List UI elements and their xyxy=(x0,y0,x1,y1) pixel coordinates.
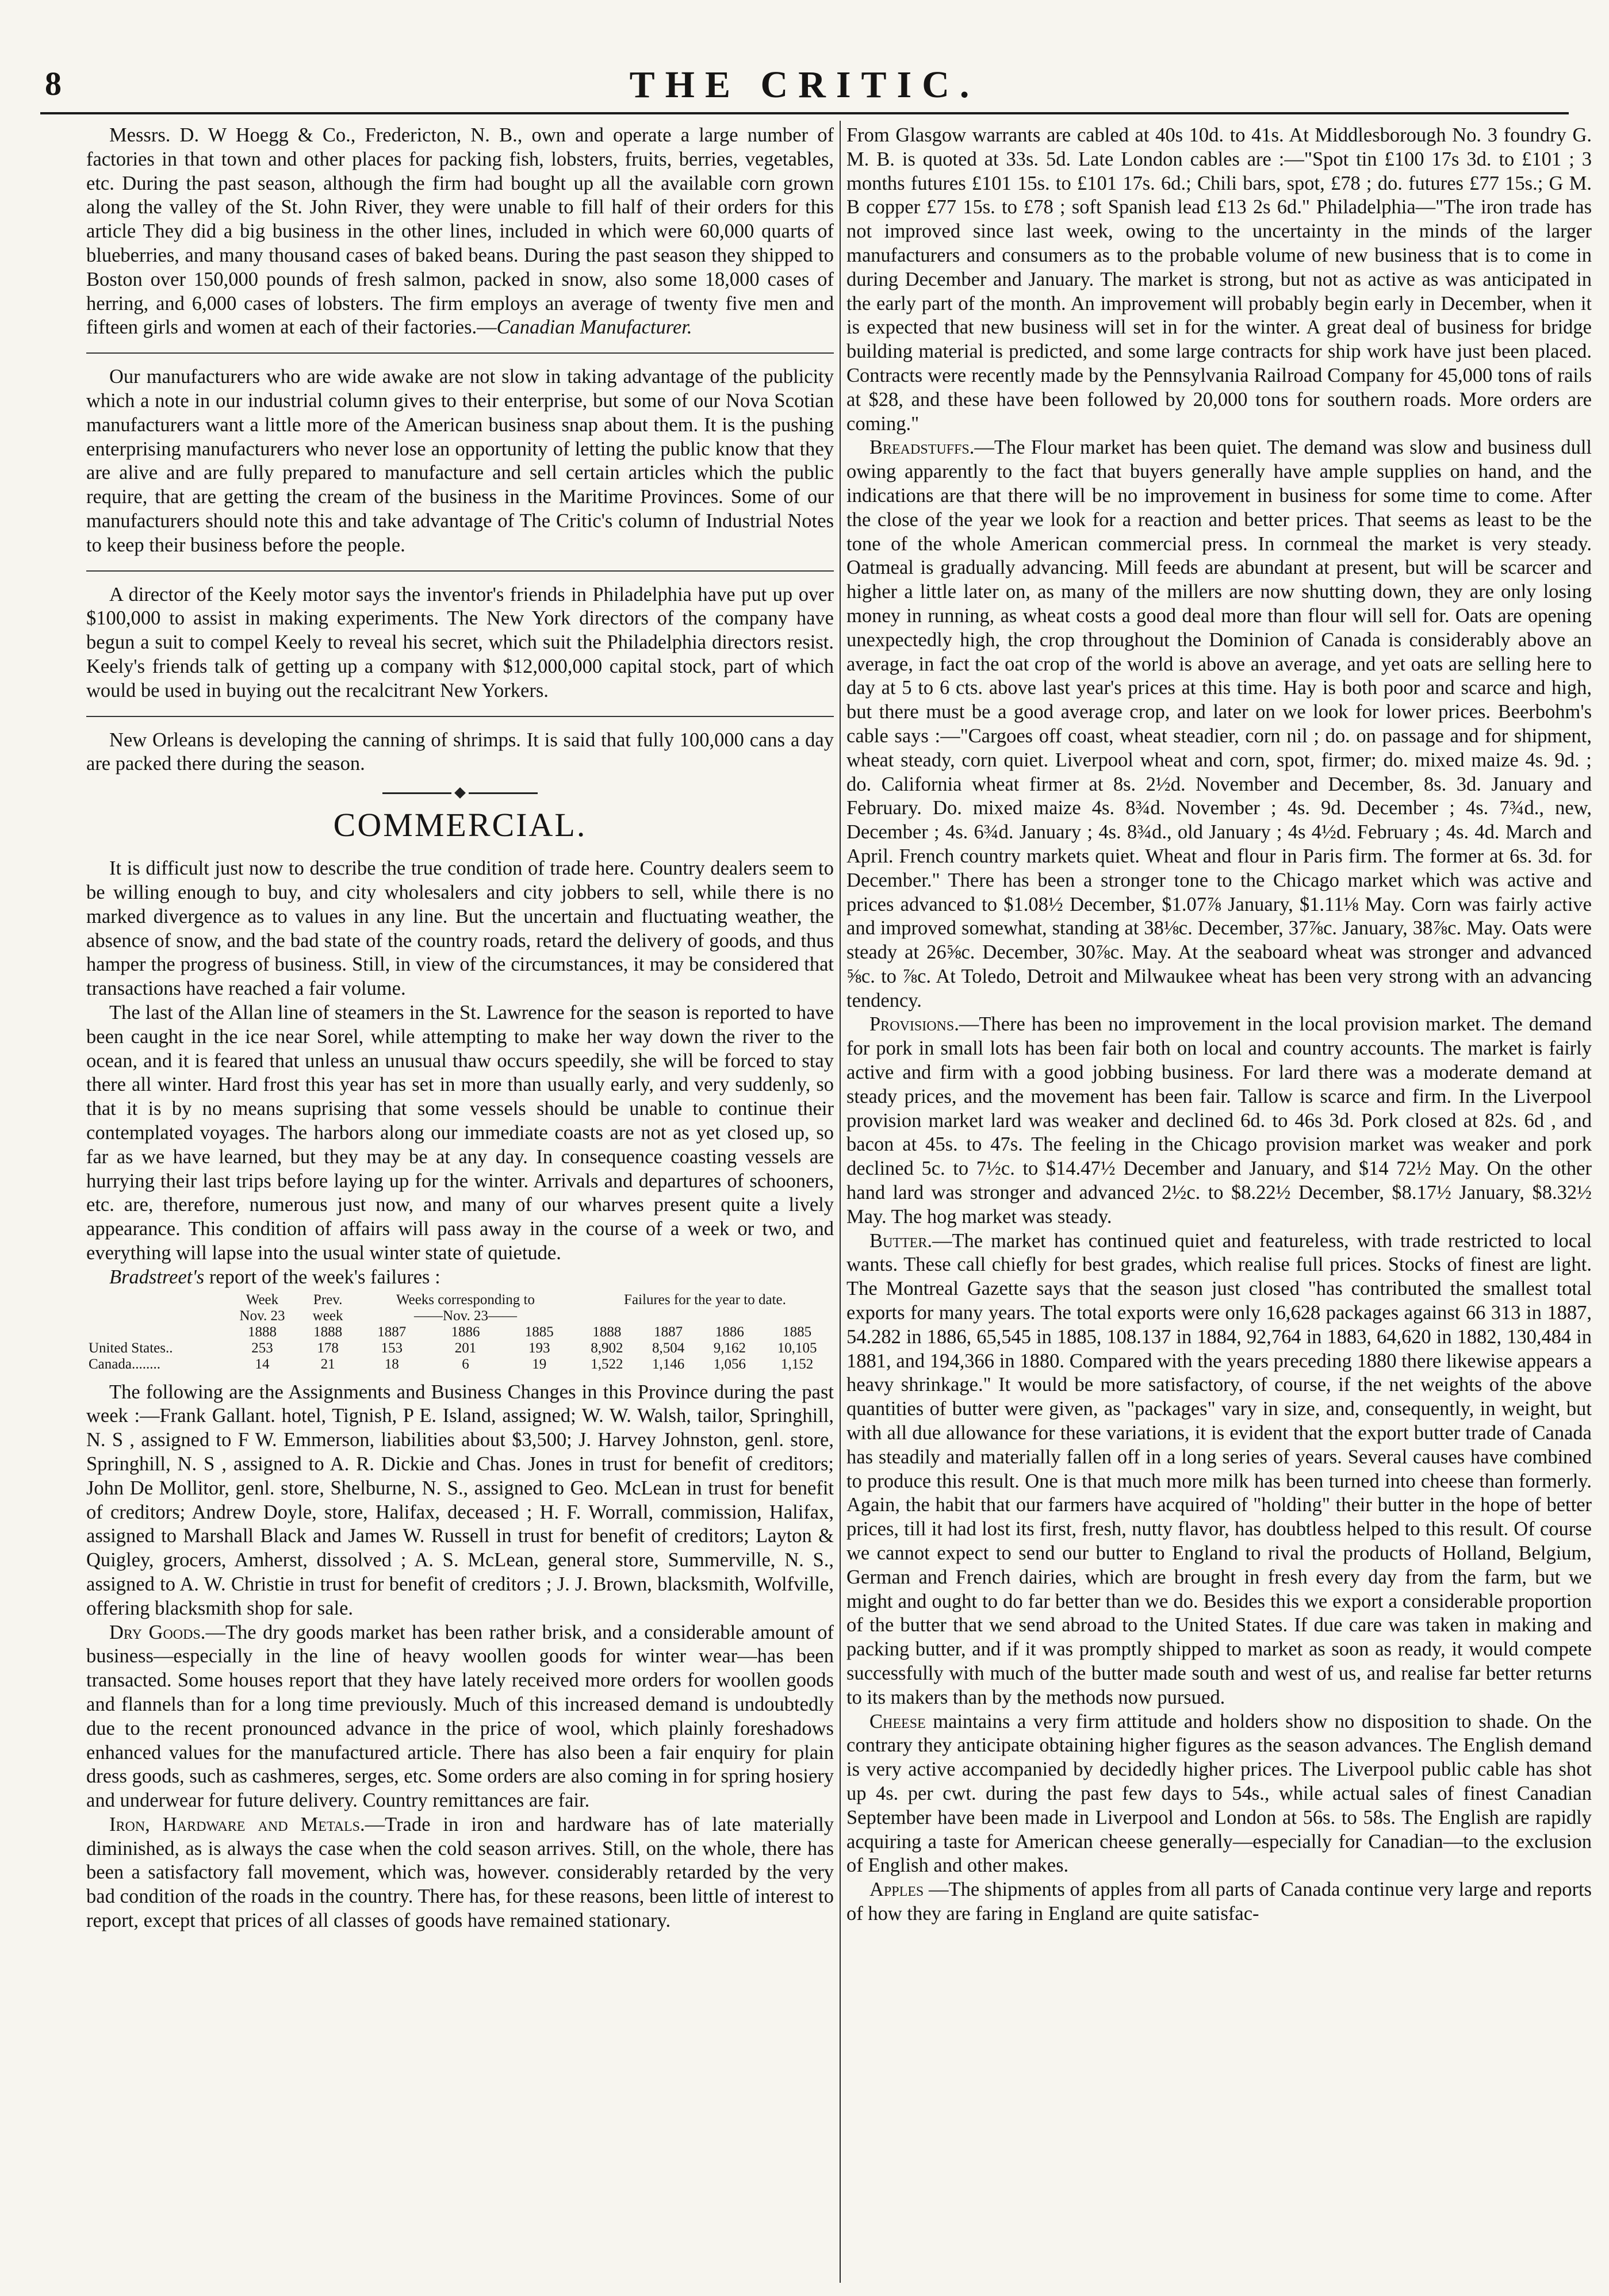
failures-table xyxy=(86,1292,834,1373)
table-row: Canada........ 14 21 18 6 19 1,522 1,146 1,056 1,152 xyxy=(89,1356,814,1372)
bradstreet-intro: Bradstreet's report of the week's failures : xyxy=(109,1266,440,1288)
article-assignments: The following are the Assignments and Business Changes in this Province during the past week :—Frank Gallant. hotel, Tignish, P E. Island, assigned; W. W. Walsh, tailor, Springhill, N. S , assigned to F W. Emmerson, liabilities about $3,500; J. Harvey Johnston, genl. store, Springhill, N. S , assigned to A. R. Dickie and Chas. Jones in trust for benefit of creditors; John De Mollitor, genl. store, Shelburne, N. S., assigned to Geo. McLean in trust for benefit of creditors; Andrew Doyle, store, Halifax, deceased ; H. F. Worrall, commission, Halifax, assigned to Marshall Black and James W. Russell in trust for benefit of creditors; Layton & Quigley, grocers, Amherst, dissolved ; A. S. McLean, general store, Summerville, N. S., assigned to A. W. Christie in trust for benefit of creditors ; J. J. Brown, blacksmith, Wolfville, offering blacksmith shop for sale. xyxy=(86,1381,834,1619)
article-iron-hardware: Iron, Hardware and Metals.—Trade in iron and hardware has of late materially diminished, as is always the case when the cold season arrives. Still, on the whole, there has been a satisfactory fall movement, which was, however. considerably retarded by the very bad condition of the roads in the country. There has, for these reasons, been little of interest to report, except that prices of all classes of goods have remained stationary. xyxy=(86,1813,834,1932)
column-divider xyxy=(840,121,841,2283)
journal-title: THE CRITIC. xyxy=(629,64,980,106)
page-header xyxy=(40,58,1569,109)
article-keely: A director of the Keely motor says the inventor's friends in Philadelphia have put up over $100,000 to assist in making experiments. The New York directors of the company have begun a suit to compel Keely to reveal his secret, which suit the Philadelphia directors resist. Keely's friends talk of getting up a company with $12,000,000 capital stock, part of which would be used in buying out the recalcitrant New Yorkers. xyxy=(86,583,834,702)
article-butter: Butter.—The market has continued quiet and featureless, with trade restricted to local wants. These call chiefly for best grades, which realise full prices. Stocks of finest are light. The Montreal Gazette says that the season just closed "has contributed the smallest total exports for many years. The total exports were only 16,628 packages against 66 313 in 1887, 54.282 in 1886, 65,545 in 1885, 108.137 in 1884, 92,764 in 1883, 64,620 in 1882, 130,484 in 1881, and 194,366 in 1880. Compared with the years preceding 1880 there likewise appears a heavy shrinkage." It would be more satisfactory, of course, if the net weights of the above quantities of butter were given, as "packages" vary in size, and, consequently, in weight, but with all due allowance for these variations, it is evident that the export butter trade of Canada has steadily and materially fallen off in a long series of years. Several causes have combined to produce this result. One is that much more milk has been turned into cheese than formerly. Again, the habit that our farmers have acquired of "holding" their butter in the hope of better prices, till it had lost its first, fresh, nutty flavor, has doubtless helped to this result. Of course we cannot expect to send our butter to England to rival the products of Holland, Belgium, German and French dairies, which are brought in fresh every day from the farm, but we might and ought to do far better than we do. Besides this we export a considerable proportion of the butter that we send abroad to the United States. If due care was taken in making and packing butter, and if it was promptly shipped to market as soon as ready, it would compete successfully with much of the butter made south and west of us, and realise far better returns to its makers than by the methods now pursued. xyxy=(846,1229,1592,1708)
article-manufacturers: Our manufacturers who are wide awake are not slow in taking advantage of the publicity which a note in our industrial column gives to their enterprise, but some of our Nova Scotian manufacturers want a little more of the American business snap about them. It is the pushing enterprising manufacturers who never lose an opportunity of letting the public know that they are alive and are fully prepared to manufacture and sell certain articles which the public require, that are getting the cream of the business in the Maritime Provinces. Some of our manufacturers should note this and take advantage of The Critic's column of Industrial Notes to keep their business before the people. xyxy=(86,366,834,556)
commercial-intro: It is difficult just now to describe the true condition of trade here. Country dealers seem to be willing enough to buy, and city wholesalers and city jobbers to sell, while there is no marked divergence as to values in any line. But the uncertain and fluctuating weather, the absence of snow, and the bad state of the country roads, retard the delivery of goods, and thus hamper the progress of business. Still, in view of the circumstances, it may be considered that transactions have reached a fair volume. xyxy=(86,857,834,1000)
header-rule xyxy=(40,112,1569,114)
article-allan-line: The last of the Allan line of steamers in the St. Lawrence for the season is reported to have been caught in the ice near Sorel, while attempting to make her way down the river to the ocean, and it is feared that unless an unusual thaw occurs speedily, she will be forced to stay there all winter. Hard frost this year has set in more than usually early, and very suddenly, so that it is by no means suprising that some vessels should be unable to continue their contemplated voyages. The harbors along our immediate coasts are not as yet closed up, so far as we have learned, but they may be at any day. In consequence coasting vessels are hurrying their last trips before laying up for the winter. Arrivals and departures of schooners, etc. are, therefore, numerous just now, and many of our wharves present quite a lively appearance. This condition of affairs will pass away in the course of a week or two, and everything will lapse into the usual winter state of quietude. xyxy=(86,1001,834,1264)
article-dry-goods: Dry Goods.—The dry goods market has been rather brisk, and a considerable amount of business—especially in the line of heavy woollen goods for winter wear—has been transacted. Some houses report that they have lately received more orders for woollen goods and flannels than for a long time previously. Much of this increased demand is undoubtedly due to the recent pronounced advance in the price of wool, which plainly foreshadows enhanced values for the manufactured article. There has also been a fair enquiry for plain dress goods, such as cashmeres, serges, etc. Some orders are also coming in for spring hosiery and underwear for future delivery. Country remittances are fair. xyxy=(86,1621,834,1812)
article-separator xyxy=(86,716,834,717)
article-cheese: Cheese maintains a very firm attitude and holders show no disposition to shade. On the contrary they anticipate obtaining higher figures as the season advances. The English demand is very active accompanied by decidedly higher prices. The Liverpool public cable has shot up 4s. per cwt. during the past few days to 54s., while actual sales of finest Canadian September have been made in Liverpool and London at 56s. to 58s. The English are rapidly acquiring a taste for American cheese generally—especially for Canadian—to the exclusion of English and other makes. xyxy=(846,1710,1592,1877)
left-column xyxy=(86,124,834,2274)
article-separator xyxy=(86,570,834,572)
article-breadstuffs: Breadstuffs.—The Flour market has been quiet. The demand was slow and business dull owing apparently to the fact that buyers generally have ample supplies on hand, and the indications are that there will be no improvement in business for some time to come. After the close of the year we look for a reaction and better prices. That seems as least to be the tone of the whole American commercial press. In cornmeal the market is very steady. Oatmeal is gradually advancing. Mill feeds are abundant at present, but will be scarcer and higher a little later on, as many of the millers are now shutting down, they are only losing money in running, as wheat costs a good deal more than flour will sell for. Oats are opening unexpectedly high, the crop throughout the Dominion of Canada is considerably above an average, in fact the oat crop of the world is above an average, and yet oats are selling here to day at 5 to 6 cts. above last year's prices at this time. Hay is both poor and scarce and high, but there must be a good average crop, and later on we look for lower prices. Beerbohm's cable says :—"Cargoes off coast, wheat steadier, corn nil ; do. on passage and for shipment, wheat steady, corn quiet. Liverpool wheat and corn, spot, firmer; do. mixed maize 4s. 9d. ; do. California wheat firmer at 8s. 2½d. November and December, 8s. 3d. January and February. Do. mixed maize 4s. 8¾d. November ; 4s. 9d. December ; 4s. 7¾d., new, December ; 4s. 6¾d. January ; 4s. 8¾d., old January ; 4s 4½d. February ; 4s. 4d. March and April. French country markets quiet. Wheat and flour in Paris firm. The former at 6s. 3d. for December." There has been a stronger tone to the Chicago market which was active and prices advanced to $1.08½ December, $1.07⅞ January, $1.11⅛ May. Corn was fairly active and improved somewhat, standing at 38⅛c. December, 37⅞c. January, 38⅞c. May. Oats were steady at 26⅝c. December, 30⅞c. May. At the seaboard wheat was stronger and advanced ⅝c. to ⅞c. At Toledo, Detroit and Milwaukee wheat has been very strong with an advancing tendency. xyxy=(846,436,1592,1011)
article-provisions: Provisions.—There has been no improvement in the local provision market. The demand for pork in small lots has been fair both on local and country accounts. The market is fairly active and firm with a good jobbing business. For lard there was a moderate demand at steady prices, and the movement has been fair. Tallow is scarce and firm. In the Liverpool provision market lard was weaker and declined 6d. to 46s 3d. Pork closed at 82s. 6d , and bacon at 45s. to 47s. The feeling in the Chicago provision market was weaker and pork declined 5c. to 7½c. to $14.47½ December and January, and $14 72½ May. On the other hand lard was stronger and advanced 2½c. to $8.22½ December, $8.17½ January, $8.32½ May. The hog market was steady. xyxy=(846,1013,1592,1228)
article-separator xyxy=(86,352,834,354)
article-iron-continued: From Glasgow warrants are cabled at 40s 10d. to 41s. At Middlesborough No. 3 foundry G. M. B. is quoted at 33s. 5d. Late London cables are :—"Spot tin £100 17s 3d. to £101 ; 3 months futures £101 15s. to £101 17s. 6d.; Chili bars, spot, £78 ; do. futures £77 15s.; G M. B copper £77 15s. to £78 ; soft Spanish lead £13 2s 6d." Philadelphia—"The iron trade has not improved since last week, owing to the uncertainty in the minds of the larger manufacturers and consumers as to the probable volume of new business that is to come in during December and January. The market is strong, but not as active as was anticipated in the early part of the month. An improvement will probably begin early in December, when it is expected that new business will set in for the winter. A great deal of business for bridge building material is predicted, and some large contracts for ship work have just been placed. Contracts were recently made by the Pennsylvania Railroad Company for 45,000 tons of rails at $28, and these have been followed by 20,000 tons for southern roads. More orders are coming." xyxy=(846,124,1592,435)
page-number: 8 xyxy=(45,65,62,102)
failures-header-row: Nov. 23 week ——Nov. 23—— xyxy=(239,1308,517,1324)
ornament-divider xyxy=(86,785,834,797)
article-new-orleans: New Orleans is developing the canning of shrimps. It is said that fully 100,000 cans a day are packed there during the season. xyxy=(86,729,834,775)
article-apples: Apples —The shipments of apples from all parts of Canada continue very large and reports of how they are faring in England are quite satisfac- xyxy=(846,1879,1592,1925)
article-hoegg: Messrs. D. W Hoegg & Co., Fredericton, N. B., own and operate a large number of factories in that town and other places for packing fish, lobsters, fruits, berries, vegetables, etc. During the past season, although the firm had bought up all the available corn grown along the valley of the St. John River, they were unable to fill half of their orders for this article They did a big business in the other lines, included in which were 60,000 quarts of blueberries, and many thousand cases of baked beans. During the past season they shipped to Boston over 150,000 pounds of fresh salmon, packed in snow, also some 18,000 cases of herring, and 6,000 cases of lobsters. The firm employs an average of twenty five men and fifteen girls and women at each of their factories.—Canadian Manufacturer. xyxy=(86,124,834,339)
section-title: COMMERCIAL. xyxy=(333,806,587,844)
right-column xyxy=(846,124,1592,2274)
failures-header-row: Week Prev. Weeks corresponding to Failures for the year to date. xyxy=(246,1291,786,1308)
table-row: United States.. 253 178 153 201 193 8,902 8,504 9,162 10,105 xyxy=(89,1340,817,1356)
failures-years-row: 1888 1888 1887 1886 1885 1888 1887 1886 1885 xyxy=(248,1324,812,1340)
